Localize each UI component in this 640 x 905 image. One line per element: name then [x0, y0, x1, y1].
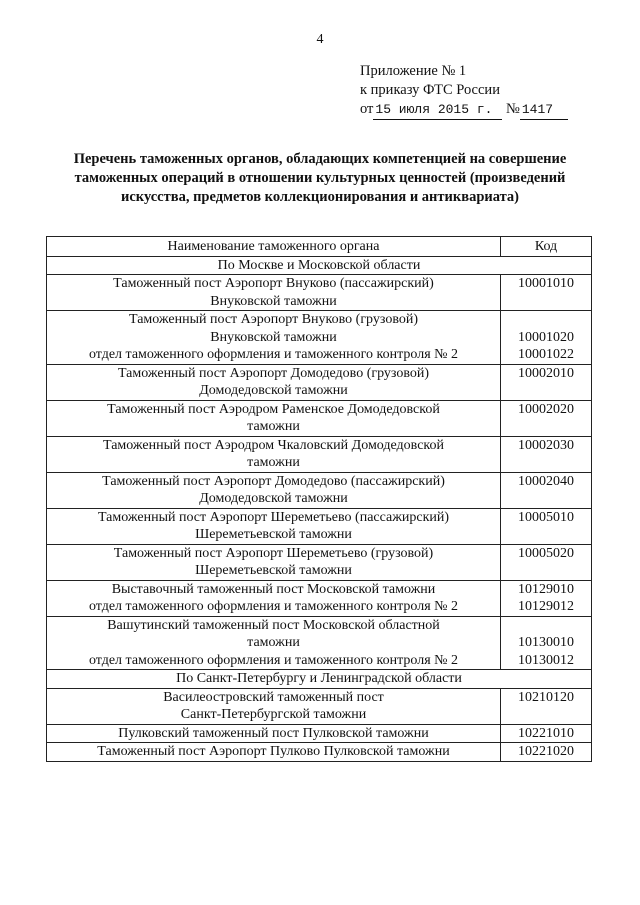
code-line: 10210120 [518, 689, 574, 705]
header-code: Код [501, 237, 592, 257]
name-line: Таможенный пост Аэропорт Шереметьево (пассажирский) [97, 509, 450, 525]
customs-office-name [47, 508, 501, 544]
code-line: 10130012 [518, 652, 574, 668]
name-line: Таможенный пост Аэропорт Пулково Пулковской таможни [97, 744, 450, 759]
code-line [505, 311, 587, 329]
name-line: Шереметьевской таможни [195, 563, 352, 578]
name-line: Таможенный пост Аэропорт Шереметьево (грузовой) [113, 545, 434, 561]
name-line: таможни [247, 635, 300, 650]
customs-office-code [501, 616, 592, 670]
code-line: 10001022 [518, 347, 574, 362]
customs-office-name [47, 311, 501, 365]
header-name: Наименование таможенного органа [47, 237, 501, 257]
customs-office-name [47, 580, 501, 616]
table-row [47, 275, 592, 311]
date-prefix: от [360, 101, 374, 117]
code-line: 10001010 [518, 276, 574, 291]
customs-office-name [47, 400, 501, 436]
customs-office-code [501, 311, 592, 365]
table-row [47, 472, 592, 508]
customs-office-name [47, 743, 501, 762]
customs-office-code [501, 508, 592, 544]
table-row [47, 544, 592, 580]
order-number: 1417 [520, 100, 568, 120]
table-row [47, 688, 592, 724]
customs-office-name [47, 436, 501, 472]
customs-table [46, 236, 592, 762]
customs-office-code [501, 580, 592, 616]
code-line: 10005010 [518, 509, 574, 525]
document-title: Перечень таможенных органов, обладающих компетенцией на совершение таможенных операций в отношении культурных ценностей (произведений искусства, предметов коллекционирования и антиквариата) [73, 151, 567, 205]
appendix-block [360, 62, 568, 120]
customs-office-name [47, 472, 501, 508]
name-line: Внуковской таможни [210, 293, 337, 309]
appendix-date-line [360, 100, 568, 120]
customs-office-code [501, 275, 592, 311]
customs-office-code [501, 472, 592, 508]
name-line: Василеостровский таможенный пост [163, 689, 384, 705]
customs-office-name [47, 544, 501, 580]
section-row [47, 256, 592, 275]
customs-office-code [501, 743, 592, 762]
name-line: Таможенный пост Аэродром Чкаловский Домодедовской [103, 437, 444, 453]
customs-office-name [47, 364, 501, 400]
name-line: отдел таможенного оформления и таможенного контроля № 2 [88, 652, 459, 668]
name-line: таможни [247, 419, 300, 434]
code-line: 10002030 [518, 437, 574, 453]
name-line: Вашутинский таможенный пост Московской областной [107, 617, 440, 633]
code-line: 10002010 [518, 365, 574, 381]
name-line: Шереметьевской таможни [195, 527, 352, 542]
code-line [505, 617, 587, 635]
table-row [47, 311, 592, 365]
code-line: 10005020 [518, 545, 574, 561]
name-line: отдел таможенного оформления и таможенного контроля № 2 [88, 347, 459, 362]
name-line: Таможенный пост Аэропорт Домодедово (пассажирский) [102, 473, 445, 489]
table-header-row [47, 237, 592, 257]
table-row [47, 400, 592, 436]
table-row [47, 743, 592, 762]
customs-office-name [47, 688, 501, 724]
name-line: Таможенный пост Аэродром Раменское Домодедовской [107, 401, 440, 417]
appendix-title: Приложение № 1 [360, 63, 467, 79]
code-line: 10001020 [518, 329, 574, 345]
section-title: По Москве и Московской области [47, 256, 592, 275]
customs-office-code [501, 724, 592, 743]
name-line: Таможенный пост Аэропорт Внуково (пассажирский) [113, 276, 434, 291]
customs-office-code [501, 688, 592, 724]
code-line: 10002040 [518, 473, 574, 489]
number-prefix: № [506, 101, 520, 117]
customs-office-name [47, 724, 501, 743]
customs-office-code [501, 436, 592, 472]
name-line: Пулковский таможенный пост Пулковской таможни [118, 725, 429, 741]
name-line: Санкт-Петербургской таможни [180, 707, 367, 722]
name-line: Домодедовской таможни [199, 383, 348, 398]
name-line: Таможенный пост Аэропорт Домодедово (грузовой) [117, 365, 430, 381]
name-line: Выставочный таможенный пост Московской таможни [111, 581, 436, 597]
table-row [47, 724, 592, 743]
customs-office-name [47, 275, 501, 311]
order-date: 15 июля 2015 г. [373, 100, 502, 120]
code-line: 10129012 [518, 599, 574, 614]
appendix-order: к приказу ФТС России [360, 82, 500, 98]
name-line: Домодедовской таможни [199, 491, 348, 506]
customs-office-code [501, 544, 592, 580]
section-title: По Санкт-Петербургу и Ленинградской области [47, 670, 592, 689]
name-line: таможни [247, 455, 300, 470]
table-body [47, 256, 592, 761]
code-line: 10002020 [518, 401, 574, 417]
section-row [47, 670, 592, 689]
table-row [47, 364, 592, 400]
customs-office-code [501, 364, 592, 400]
code-line: 10221010 [518, 725, 574, 741]
name-line: Внуковской таможни [210, 329, 337, 345]
table-row [47, 436, 592, 472]
table-row [47, 616, 592, 670]
table-row [47, 508, 592, 544]
code-line: 10221020 [518, 744, 574, 759]
customs-office-code [501, 400, 592, 436]
page-number: 4 [316, 32, 324, 47]
name-line: Таможенный пост Аэропорт Внуково (грузовой) [128, 312, 418, 327]
code-line: 10129010 [518, 581, 574, 597]
table-row [47, 580, 592, 616]
name-line: отдел таможенного оформления и таможенного контроля № 2 [88, 599, 459, 614]
code-line: 10130010 [518, 635, 574, 650]
customs-office-name [47, 616, 501, 670]
